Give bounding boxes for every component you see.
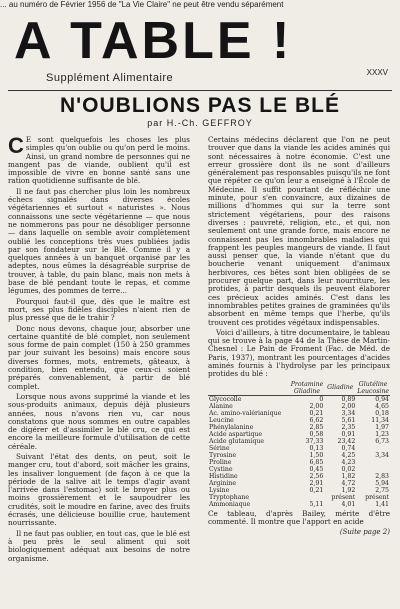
left-column xyxy=(8,133,190,565)
first-paragraph xyxy=(8,133,190,186)
table-cell-label: Sérine xyxy=(209,444,230,452)
table-cell-value xyxy=(356,445,390,452)
table-cell-value: 11,34 xyxy=(371,416,389,424)
table-cell-value: 0,21 xyxy=(309,486,324,494)
table-cell-label: Tryptophane xyxy=(209,493,250,501)
left-paragraph: Suivant l'état des dents, on peut, soit le manger cru, tout d'abord, soit mâcher les grains, les insaliver longuement (de façon à ce que la période de la salive ait le temps d'agir avant l'arrivée dans l'estomac) soit le broyer plus ou moins grossièrement et le saupoudrer les crudités, soit le moudre en farine, avec des fruits écrasés, une délicieuse bouillie crue, hautement nourrissante. xyxy=(8,451,190,528)
table-cell-value: 1,50 xyxy=(309,451,324,459)
table-cell-value: 4,23 xyxy=(341,458,356,466)
table-cell-label: Acide aspartique xyxy=(209,430,263,438)
article-headline: N'OUBLIONS PAS LE BLÉ xyxy=(60,94,340,117)
table-cell-value: 37,33 xyxy=(305,437,324,445)
table-row xyxy=(208,480,390,487)
table-body xyxy=(208,395,390,508)
left-paragraph: Il ne faut pas chercher plus loin les nombreux échecs signalés dans diverses écoles végétariennes et surtout « naturistes ». Nous connaissons une secte végétarienne — que nous ne nommerons pas pour ne désobliger personne — dans laquelle on semble avoir complètement oublié les conceptions très vues publiées jadis par son fondateur sur le Blé. Comme il y a quelques années à un banquet organisé par les adeptes, nous eûmes la désagréable surprise de trouver, à table, du pain blanc, mais non mets à base de blé pendant toute le repas, et comme légumes, des pommes de terre... xyxy=(8,186,190,296)
table-cell-value: 0,58 xyxy=(309,430,324,438)
table-row xyxy=(208,424,390,431)
table-header-row xyxy=(208,381,390,396)
table-cell-value: 5,61 xyxy=(341,416,356,424)
table-cell-label: Ammoniaque xyxy=(209,500,251,508)
table-cell-value: 6,73 xyxy=(375,437,389,445)
table-row xyxy=(208,417,390,424)
table-cell-value: 2,83 xyxy=(375,472,389,480)
table-header: Protamine Gliadine xyxy=(290,380,324,395)
table-cell-value: 2,85 xyxy=(309,423,324,431)
table-cell-label: Proline xyxy=(209,458,232,466)
table-cell-value: 1,82 xyxy=(341,472,356,480)
table-cell-value: 0 xyxy=(319,395,324,403)
table-row xyxy=(208,395,390,403)
table-cell-label: Phénylalanine xyxy=(209,423,254,431)
masthead xyxy=(0,10,400,90)
table-cell-value: 0,94 xyxy=(375,395,389,403)
table-row xyxy=(208,403,390,410)
table-cell-value: 5,94 xyxy=(375,479,389,487)
table-cell-label: Lysine xyxy=(209,486,230,494)
table-cell-label: Histidine xyxy=(209,472,238,480)
table-cell-label: Acide glutamique xyxy=(209,437,265,445)
table-cell-value xyxy=(290,494,325,501)
table-cell-value: présent xyxy=(365,493,389,501)
table-cell-label: Alanine xyxy=(209,402,233,410)
table-row xyxy=(208,494,390,501)
table-cell-value: 4,65 xyxy=(375,402,389,410)
table-cell-value: 0,13 xyxy=(309,444,324,452)
table-header: Glutéline Leucosine xyxy=(357,380,390,395)
article-byline: par H.-Ch. GEFFROY xyxy=(147,118,253,128)
left-paragraph: Donc nous devons, chaque jour, absorber une certaine quantité de blé complet, non seulement sous forme de pain complet (150 à 250 grammes par jour suivant les besoins) mais encore sous diverses formes, mots, entremets, gâteaux, à condition, bien entendu, que ceux-ci soient préparés convenablement, à partir de blé complet. xyxy=(8,323,190,391)
table-row xyxy=(208,445,390,452)
table-cell-value: 0,89 xyxy=(341,395,356,403)
table-cell-value: 23,42 xyxy=(337,437,356,445)
table-cell-value: 0,45 xyxy=(309,465,324,473)
table-header: Gliadine xyxy=(324,381,356,396)
continued-note: (Suite page 2) xyxy=(339,528,390,537)
table-cell-value: 5,11 xyxy=(309,500,324,508)
masthead-subtitle: Supplément Alimentaire xyxy=(46,72,174,84)
table-cell-value: 1,23 xyxy=(375,430,389,438)
first-paragraph-text: E sont quelquefois les choses les plus simples qu'on oublie ou qu'on perd le moins. Ainsi, un grand nombre de personnes qui ne mangent pas de viande, oublient qu'il est impossible de vivre en bonne santé sans une ration quotidienne suffisante de blé. xyxy=(8,135,190,186)
table-cell-value xyxy=(356,459,390,466)
table-cell-value: 0,74 xyxy=(341,444,356,452)
table-row xyxy=(208,452,390,459)
table-cell-value: 4,01 xyxy=(341,500,356,508)
table-cell-label: Arginine xyxy=(209,479,236,487)
table-cell-label: Tyrosine xyxy=(209,451,237,459)
table-row xyxy=(208,438,390,445)
left-paragraph: Il ne faut pas oublier, en tout cas, que le blé est à peu près le seul aliment qui soit biologiquement adéquat aux besoins de notre organisme. xyxy=(8,528,190,563)
table-cell-value: 2,56 xyxy=(309,472,324,480)
table-cell-value: 1,92 xyxy=(341,486,356,494)
table-cell-value: 1,97 xyxy=(375,423,389,431)
table-row xyxy=(208,466,390,473)
table-cell-label: Ac. amino-valérianique xyxy=(209,409,282,417)
table-cell-value: 2,00 xyxy=(309,402,324,410)
table-cell-value: 6,85 xyxy=(309,458,324,466)
table-cell-value: 6,62 xyxy=(309,416,324,424)
amino-acid-table xyxy=(208,381,390,508)
table-cell-value: 2,91 xyxy=(309,479,324,487)
issue-number: XXXV xyxy=(366,68,388,77)
masthead-divider xyxy=(8,90,392,91)
right-column xyxy=(208,136,390,537)
table-cell-label: Leucine xyxy=(209,416,234,424)
table-row xyxy=(208,487,390,494)
table-cell-value: 4,72 xyxy=(341,479,356,487)
left-paragraph: Lorsque nous avons supprimé la viande et les sous-produits animaux, depuis déjà plusieurs années, nous n'avons rien vu, car nous constatons que nous sommes en outre capables de digérer et d'assimiler le blé cru, ce qui est encore la meilleure formule d'utilisation de cette céréale. xyxy=(8,391,190,451)
table-row xyxy=(208,473,390,480)
table-cell-value xyxy=(356,466,390,473)
closing-paragraph: Ce tableau, d'après Bailey, mérite d'être commenté. Il montre que l'apport en acide xyxy=(208,508,390,526)
table-cell-value: 2,35 xyxy=(341,423,356,431)
masthead-title: A TABLE ! xyxy=(14,12,293,70)
table-row xyxy=(208,431,390,438)
right-paragraph: Certains médecins déclarent que l'on ne peut trouver que dans la viande les acides aminés qui sont nécessaires à notre économie. C'est une erreur grossière dont ils ne sont d'ailleurs généralement pas responsables puisqu'ils ne font que répéter ce qu'on leur a enseigné à l'École de Médecine. Il suffit pourtant de réfléchir une minute, pour s'en convaincre, aux dizaines de millions d'hommes qui sur la terre sont strictement végétariens, pour des raisons diverses : pauvreté, religion, etc., et qui, non seulement ont une grande force, mais encore ne connaissent pas les innombrables maladies qui frappent les peuples mangeurs de viande. Il faut aussi penser que, la viande n'étant que du boucherie venant uniquement d'animaux herbivores, ces bêtes sont bien obligées de se procurer quelque part, dans leur nourriture, les protides, à partir desquels ils peuvent élaborer ces précieux acides aminés. C'est dans les innombrables petites graines de graminées qu'ils absorbent en même temps que l'herbe, qu'ils trouvent ces protides végétaux indispensables. xyxy=(208,135,390,327)
table-cell-value: 2,00 xyxy=(341,402,356,410)
table-row xyxy=(208,410,390,417)
table-cell-value: 0,91 xyxy=(341,430,356,438)
table-row xyxy=(208,459,390,466)
table-cell-label: Glycocolle xyxy=(209,395,242,403)
table-row xyxy=(208,501,390,508)
table-cell-value: 4,25 xyxy=(341,451,356,459)
table-cell-value: 0,21 xyxy=(309,409,324,417)
table-cell-value: 1,41 xyxy=(375,500,389,508)
table-cell-value: 3,34 xyxy=(375,451,389,459)
top-notice: ... au numéro de Février 1956 de "La Vie Claire" ne peut être vendu séparément xyxy=(0,0,284,9)
right-paragraph: Voici d'ailleurs, à titre documentaire, le tableau qui se trouve à la page 44 de la Thèse de Martin-Chesnel : Le Pain de Froment (Fac. de Méd. de Paris, 1937), montrant les pourcentages d'acides aminés fournis à l'hydrolyse par les principaux protides du blé : xyxy=(208,327,390,379)
table-cell-label: Cystine xyxy=(209,465,233,473)
table-cell-value: 0,02 xyxy=(341,465,356,473)
table-cell-value: 3,34 xyxy=(341,409,356,417)
drop-cap: C xyxy=(8,133,24,158)
table-header xyxy=(208,381,290,396)
left-paragraph: Pourquoi faut-il que, dès que le maître est mort, ses plus fidèles disciples n'aient rien de plus pressé que de le trahir ? xyxy=(8,296,190,323)
table-cell-value: 2,75 xyxy=(375,486,389,494)
table-cell-value: 0,18 xyxy=(375,409,389,417)
table-cell-value: présent xyxy=(331,493,356,501)
